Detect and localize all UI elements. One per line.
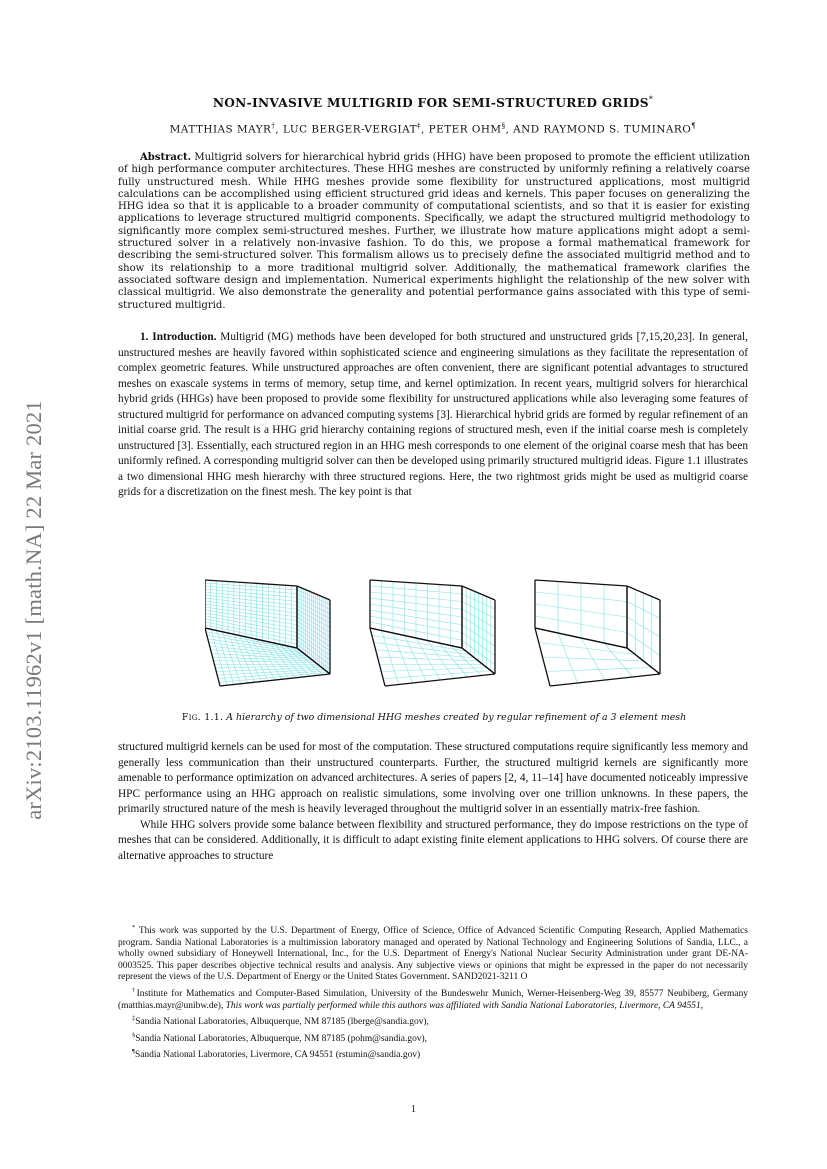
footnotes	[118, 922, 748, 1062]
paragraph-continued: structured multigrid kernels can be used for most of the computation. These structured computations require significantly less memory and generally less communication than their unstructured counterparts. Further, the structured multigrid kernels are significantly more amenable to performance optimization on advanced architectures. A series of papers [2, 4, 11–14] have documented noticeably impressive HPC performance using an HHG approach on realistic simulations, some involving over one trillion unknowns. In these papers, the primarily structured nature of the mesh is heavily leveraged throughout the multigrid solver in an essentially matrix-free fashion.	[118, 741, 748, 815]
figure-caption-label: Fig. 1.1.	[181, 712, 224, 723]
abstract-label: Abstract.	[140, 152, 192, 163]
arxiv-id: arXiv:2103.11962v1 [math.NA] 22 Mar 2021	[21, 400, 46, 820]
author-name: PETER OHM	[428, 123, 502, 136]
figure-caption-text: A hierarchy of two dimensional HHG meshes created by regular refinement of a 3 element mesh	[226, 712, 687, 723]
footnote-author-3: §Sandia National Laboratories, Albuquerque, NM 87185 (pohm@sandia.gov),	[132, 1031, 428, 1044]
mesh-hierarchy-graphic	[205, 578, 665, 688]
abstract	[118, 152, 750, 312]
footnote-author-1: †Institute for Mathematics and Computer-Based Simulation, University of the Bundeswehr Munich, Werner-Heisenberg-Weg 39, 85577 Neubiberg, Germany (matthias.mayr@unibw.de), This work was partially performed while this authors was affiliated with Sandia National Laboratories, Livermore, CA 94551,	[118, 986, 749, 1011]
author-name: MATTHIAS MAYR	[169, 123, 272, 136]
intro-paragraph: Multigrid (MG) methods have been developed for both structured and unstructured grids [7,15,20,23]. In general, unstructured meshes are heavily favored within sophisticated science and engineering simulations as they facilitate the representation of complex geometric features. While unstructured approaches are often convenient, there are significant potential advantages to structured meshes on exascale systems in terms of memory, setup time, and kernel optimization. In recent years, multigrid solvers for hierarchical hybrid grids (HHGs) have been proposed to provide some flexibility for unstructured applications while also leveraging some features of structured multigrid for performance on advanced computing systems [3]. Hierarchical hybrid grids are formed by regular refinement of an initial coarse grid. The result is a HHG grid hierarchy containing regions of structured mesh, even if the initial coarse mesh is completely unstructured [3]. Essentially, each structured region in an HHG mesh corresponds to one element of the original coarse mesh that has been uniformly refined. A corresponding multigrid solver can then be developed using primarily structured multigrid ideas. Figure 1.1 illustrates a two dimensional HHG mesh hierarchy with three structured regions. Here, the two rightmost grids might be used as multigrid coarse grids for a discretization on the finest mesh. The key point is that	[118, 331, 749, 498]
author-name: LUC BERGER-VERGIAT	[282, 123, 418, 136]
footnote-author-4: ¶Sandia National Laboratories, Livermore, CA 94551 (rstumin@sandia.gov)	[132, 1048, 421, 1061]
figure-hhg-meshes	[205, 578, 665, 688]
introduction-section	[118, 330, 748, 501]
abstract-text: Multigrid solvers for hierarchical hybrid grids (HHG) have been proposed to promote the efficient utilization of high performance computer architectures. These HHG meshes are constructed by uniformly refining a relatively coarse fully unstructured mesh. While HHG meshes provide some flexibility for unstructured applications, most multigrid calculations can be accomplished using efficient structured grid ideas and kernels. This paper focuses on generalizing the HHG idea so that it is applicable to a broader community of computational scientists, and so that it is easier for existing applications to leverage structured multigrid components. Specifically, we adapt the structured multigrid methodology to significantly more complex semi-structured meshes. Further, we illustrate how mature applications might adopt a semi-structured solver in a relatively non-invasive fashion. To do this, we propose a formal mathematical framework for describing the semi-structured solver. This formalism allows us to precisely define the associated multigrid method and to show its relationship to a more traditional multigrid solver. Additionally, the mathematical framework clarifies the associated software design and implementation. Numerical experiments highlight the relationship of the new solver with classical multigrid. We also demonstrate the generality and potential performance gains associated with this type of semi-structured multigrid.	[118, 152, 750, 311]
paper-title: NON-INVASIVE MULTIGRID FOR SEMI-STRUCTURED GRIDS*	[212, 95, 654, 111]
footnote-author-2: ‡Sandia National Laboratories, Albuquerque, NM 87185 (lberge@sandia.gov),	[132, 1015, 429, 1028]
body-continued	[118, 740, 748, 864]
author-list: MATTHIAS MAYR†, LUC BERGER-VERGIAT‡, PETER OHM§, AND RAYMOND S. TUMINARO¶	[169, 122, 697, 136]
author-name: RAYMOND S. TUMINARO	[543, 123, 692, 136]
mesh-level-2	[370, 580, 495, 686]
arxiv-stamp	[12, 330, 56, 890]
footnote-funding: * This work was supported by the U.S. Department of Energy, Office of Science, Office of Advanced Scientific Computing Research, Applied Mathematics program. Sandia National Laboratories is a multimission laboratory managed and operated by National Technology and Engineering Solutions of Sandia, LLC., a wholly owned subsidiary of Honeywell International, Inc., for the U.S. Department of Energy's National Nuclear Security Administration under grant DE-NA-0003525. This paper describes objective technical results and analysis. Any subjective views or opinions that might be expressed in the paper do not necessarily represent the views of the U.S. Department of Energy or the United States Government. SAND2021-3211 O	[118, 924, 748, 983]
mesh-level-1	[205, 580, 330, 686]
figure-caption	[118, 712, 750, 723]
title-footnote-mark: *	[648, 95, 654, 104]
section-heading: 1. Introduction.	[140, 331, 217, 343]
page-number: 1	[411, 1104, 416, 1115]
mesh-level-3	[535, 580, 660, 686]
paragraph-next: While HHG solvers provide some balance between flexibility and structured performance, they do impose restrictions on the type of meshes that can be considered. Additionally, it is difficult to adapt existing finite element applications to HHG solvers. Of course there are alternative approaches to structure	[118, 818, 748, 862]
